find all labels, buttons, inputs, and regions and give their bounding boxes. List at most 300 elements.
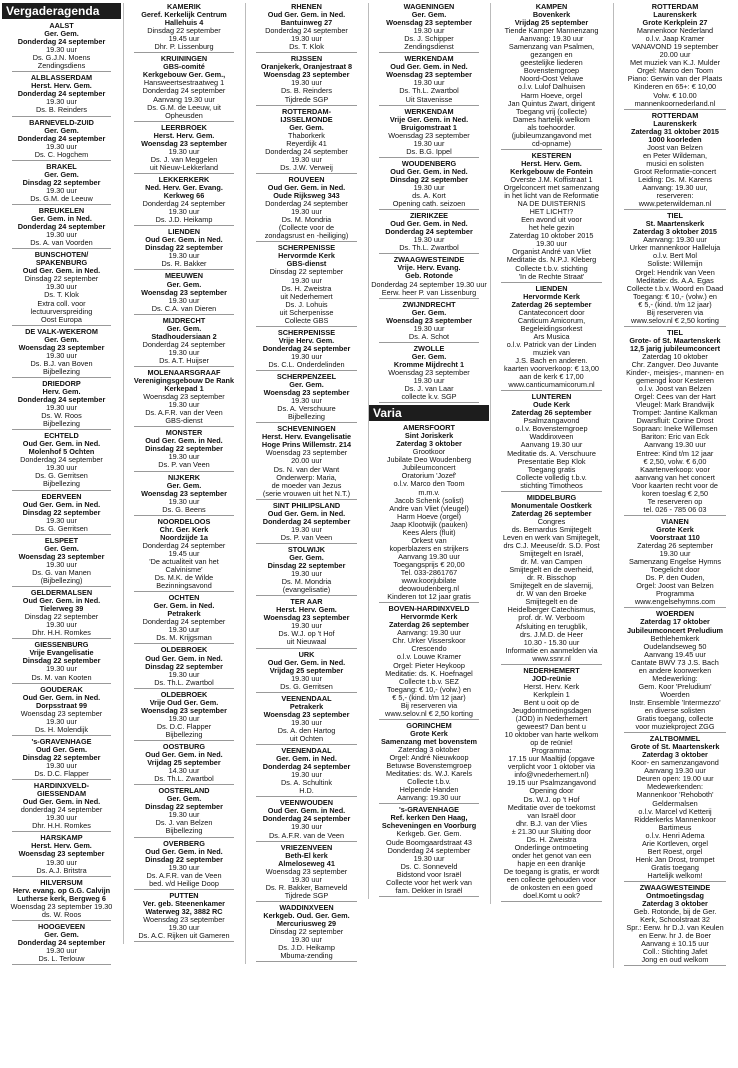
listing-rotterdam bbox=[614, 3, 736, 110]
listing-detail-line: VANAVOND 19 september bbox=[631, 43, 719, 52]
listing-detail-line: 19.30 uur bbox=[291, 823, 322, 832]
listing-detail-line: Jong en oud welkom bbox=[641, 956, 709, 965]
listing-place: MONSTER bbox=[165, 429, 203, 438]
listing-detail-line: www.canticumamicorum.nl bbox=[508, 381, 595, 390]
listing-heading-line: Petrakerk bbox=[289, 702, 324, 711]
listing-place: 's-GRAVENHAGE bbox=[31, 737, 92, 746]
listing-detail-line: HET LICHT!? bbox=[529, 208, 574, 217]
listing-detail-line: en Peter Wildeman, bbox=[642, 151, 708, 160]
listing-heading-line: Dinsdag 22 september bbox=[22, 657, 101, 666]
listing-detail-line: Ds. W.J. op 't Hof bbox=[278, 630, 335, 639]
listing-detail-line: Ds. J.D. Heikamp bbox=[278, 944, 335, 953]
listing-detail-line: Grootkoor bbox=[412, 448, 446, 457]
listing-detail-line: Woensdag 23 september bbox=[143, 393, 225, 402]
listing-divider bbox=[134, 121, 234, 122]
listing-detail-line: o.l.v. Lulof Dalhuisen bbox=[517, 83, 586, 92]
listing-oldebroek bbox=[124, 691, 244, 741]
listing-detail-line: de moeder van Jezus bbox=[271, 481, 342, 490]
listing-heading-line: Kerkweg 66 bbox=[163, 192, 205, 201]
listing-detail-line: 19.30 uur bbox=[659, 550, 691, 559]
listing-detail-line: uit Ochten bbox=[289, 734, 324, 743]
listing-detail-line: Jeugdontmoetingsdagen bbox=[511, 706, 592, 715]
listing-detail-line: zondagsrust en -heiliging) bbox=[264, 232, 349, 241]
listing-kesteren bbox=[491, 152, 612, 283]
listing-detail-line: Ds. D.C. Flapper bbox=[156, 722, 212, 731]
listing-place: OLDEBROEK bbox=[160, 690, 208, 699]
column-4 bbox=[368, 3, 489, 899]
listing-detail-line: 19.30 uur bbox=[168, 252, 200, 261]
listing-heading-line: Zaterdag 3 oktober bbox=[642, 751, 708, 760]
listing-lienden bbox=[491, 285, 612, 392]
listing-detail-line: Ds. A. Verschuure bbox=[277, 405, 336, 414]
listing-detail-line: Vleugel: Mark Brandwijk bbox=[635, 401, 715, 410]
listing-divider bbox=[12, 160, 111, 161]
listing-heading-line: Waterweg 32, 3882 RC bbox=[145, 907, 223, 916]
listing-detail-line: bed. v/d Heilige Doop bbox=[149, 879, 219, 888]
listing-detail-line: 19.30 uur bbox=[168, 923, 200, 932]
listing-divider bbox=[624, 732, 726, 733]
listing-detail-line: ds. W. Roos bbox=[41, 910, 82, 919]
listing-divider bbox=[624, 515, 726, 516]
listing-detail-line: Collecte t.b.v. SEZ bbox=[399, 677, 459, 686]
listing-detail-line: Bezinningsavond bbox=[156, 582, 212, 591]
listing-detail-line: 19.30 uur bbox=[46, 46, 77, 55]
listing-detail-line: Dames hartelijk welkom bbox=[512, 115, 591, 124]
listing-giessenburg bbox=[2, 641, 121, 683]
listing-detail-line: Kerkgeb. Ger. Gem. bbox=[396, 830, 462, 839]
listing-detail-line: dr. M. van Campen bbox=[520, 558, 583, 567]
listing-heading-line: Oud Ger. Gem. in Ned. bbox=[267, 509, 346, 518]
section-header-varia: Varia bbox=[369, 405, 489, 421]
listing-detail-line: Aanvang: 19.30 uur, bbox=[642, 184, 708, 193]
listing-place: SCHERPENZEEL bbox=[276, 373, 337, 382]
listing-heading-line: Zaterdag 17 oktober bbox=[640, 618, 710, 627]
listing-heading-line: Molenhof 5 Ochten bbox=[28, 448, 95, 457]
listing-place: HOOGEVEEN bbox=[37, 922, 86, 931]
listing-heading-line: Dinsdag 22 september bbox=[22, 508, 101, 517]
listing-detail-line: Voor kaarten recht voor de bbox=[632, 481, 718, 490]
listing-detail-line: De toegang is gratis, er wordt bbox=[503, 867, 600, 876]
listing-detail-line: Woensdag 23 september bbox=[265, 449, 348, 458]
listing-heading-line: St. Maartenskerk bbox=[645, 220, 705, 229]
listing-detail-line: 19.30 uur bbox=[291, 936, 322, 945]
listing-detail-line: Calvinisme' bbox=[165, 566, 203, 575]
listing-heading-line: Ger. Gem. bbox=[289, 123, 324, 132]
listing-detail-line: Cantateconcert door bbox=[518, 308, 585, 317]
listing-detail-line: Kinderen tot 12 jaar gratis bbox=[387, 593, 471, 602]
listing-heading-line: 1000 koorleden bbox=[648, 135, 702, 144]
listing-heading-line: Herst. Herv. Gem. bbox=[153, 131, 215, 140]
listing-heading-line: Ger. Gem. bbox=[289, 554, 324, 562]
listing-detail-line: Donderdag 24 september bbox=[265, 27, 348, 36]
listing-heading-line: Grote of St. Maartenskerk bbox=[630, 743, 720, 752]
listing-heading-line: Herst. Herv. Gem. bbox=[276, 606, 337, 615]
listing-vianen bbox=[614, 518, 736, 609]
listing-divider bbox=[134, 314, 234, 315]
listing-detail-line: 19.30 uur bbox=[291, 570, 322, 579]
listing-divider bbox=[256, 422, 357, 423]
listing-divider bbox=[256, 901, 357, 902]
listing-detail-line: Woensdag 23 september bbox=[265, 867, 348, 876]
listing-heading-line: Grote Kerk bbox=[656, 525, 694, 534]
listing-detail-line: Ds. A. den Hartog bbox=[277, 726, 336, 735]
listing-detail-line: www.selov.nl € 2,50 korting bbox=[385, 709, 473, 718]
listing-molenaarsgraaf bbox=[124, 369, 244, 427]
listing-detail-line: 19.30 uur bbox=[46, 717, 77, 726]
listing-place: MIDDELBURG bbox=[526, 493, 577, 502]
listing-divider bbox=[134, 366, 234, 367]
listing-place: LIENDEN bbox=[167, 228, 201, 237]
listing-detail-line: Heidelberger Catechismus, bbox=[507, 606, 596, 615]
listing-heading-line: Oranjekerk, Oranjestraat 8 bbox=[260, 63, 353, 72]
listing-detail-line: Mbuma-zending bbox=[280, 952, 333, 961]
listing-detail-line: Ds. N. van der Want bbox=[273, 465, 340, 474]
listing-heading-line: Zaterdag 26 september bbox=[511, 409, 592, 418]
listing-detail-line: Meditatie: ds. A.A. Egas bbox=[636, 276, 714, 285]
listing-divider bbox=[379, 342, 479, 343]
listing-heading-line: Donderdag 24 september bbox=[17, 938, 106, 947]
listing-nederhemert bbox=[491, 667, 612, 902]
listing-place: AMERSFOORT bbox=[403, 424, 455, 433]
listing-detail-line: dhr. B.J. van der Vlies bbox=[516, 819, 587, 828]
listing-detail-line: tel. 026 - 785 06 03 bbox=[643, 505, 707, 514]
listing-heading-line: Tielerweg 39 bbox=[39, 605, 84, 614]
listing-heading-line: Ger. Gem. bbox=[44, 30, 79, 39]
listing-heading-line: Vrijdag 25 september bbox=[269, 666, 344, 675]
listing-detail-line: uit Nederhemert bbox=[280, 292, 333, 301]
listing-place: ZIERIKZEE bbox=[409, 212, 449, 221]
listing-lienden bbox=[124, 228, 244, 270]
listing-detail-line: Ds. A. Schot bbox=[408, 332, 450, 341]
listing-detail-line: Ds. H. Molendijk bbox=[34, 725, 89, 734]
listing-detail-line: 19.30 uur bbox=[291, 79, 322, 88]
listing-detail-line: Woensdag 23 september 19.30 bbox=[10, 902, 113, 911]
listing-heading-line: Geb. Rotonde bbox=[405, 272, 453, 281]
listing-lunteren bbox=[491, 393, 612, 492]
listing-detail-line: 10.30 - 15.30 uur bbox=[523, 638, 580, 647]
listing-heading-line: Ger. Gem. in Ned. bbox=[31, 215, 92, 224]
listing-detail-line: 19.30 uur bbox=[168, 714, 200, 723]
listing-stolwijk bbox=[246, 546, 367, 596]
listing-oostburg bbox=[124, 743, 244, 785]
listing-detail-line: Coll.: Stichting Jafet bbox=[642, 948, 708, 957]
listing-detail-line: Kees Alers (fluit) bbox=[402, 528, 456, 537]
listing-detail-line: 'In de Rechte Straat' bbox=[518, 272, 585, 281]
listing-breukelen bbox=[2, 207, 121, 249]
listing-heading-line: Bantuinweg 27 bbox=[280, 19, 333, 28]
listing-detail-line: uit Nieuwaal bbox=[286, 638, 327, 647]
listing-detail-line: gezangen en bbox=[530, 51, 573, 60]
listing-heading-line: Stadhoudersiaan 2 bbox=[151, 332, 217, 341]
listing-heading-line: Oud Ger. Gem. in Ned. bbox=[267, 183, 346, 192]
listing-heading-line: Oud Ger. Gem. in Ned. bbox=[267, 658, 346, 667]
listing-place: ROTTERDAM- bbox=[281, 107, 332, 116]
listing-divider bbox=[256, 326, 357, 327]
listing-de-valk-wekerom bbox=[2, 328, 121, 378]
listing-place: MOLENAARSGRAAF bbox=[147, 368, 221, 377]
listing-detail-line: Bent u ooit op de bbox=[523, 698, 580, 707]
listing-detail-line: 19.30 uur bbox=[168, 147, 200, 156]
listing-detail-line: Ds. G. Gerritsen bbox=[280, 682, 333, 691]
listing-ederveen bbox=[2, 493, 121, 535]
listing-detail-line: en diverse solisten bbox=[644, 706, 706, 715]
listing-heading-line: Ger. Gem. bbox=[44, 126, 79, 135]
listing-heading-line: Dinsdag 22 september bbox=[145, 662, 223, 671]
listing-detail-line: 19.30 uur bbox=[168, 208, 200, 217]
listing-detail-line: Bijbellezing bbox=[43, 420, 80, 429]
listing-detail-line: Andre van Vliet (vleugel) bbox=[389, 504, 469, 513]
listing-detail-line: Jubileumconcert bbox=[402, 464, 456, 473]
listing-heading-line: Dinsdag 22 september bbox=[22, 753, 101, 762]
listing-detail-line: Sopraan: Ineke Willemsen bbox=[632, 425, 718, 434]
listing-divider bbox=[624, 965, 726, 966]
listing-heading-line: Herst. Herv. Gem. bbox=[31, 842, 92, 851]
listing-detail-line: 19.30 uur bbox=[168, 401, 200, 410]
listing-detail-line: kaarten voorverkoop: € 13,00 bbox=[504, 365, 599, 374]
listing-divider bbox=[256, 961, 357, 962]
listing-detail-line: Medewerking: bbox=[652, 674, 698, 683]
listing-divider bbox=[379, 602, 479, 603]
listing-detail-line: Aanvang: 19.30 uur bbox=[397, 629, 461, 638]
listing-detail-line: Donderdag 24 september bbox=[142, 541, 226, 550]
listing-divider bbox=[501, 149, 602, 150]
listing-detail-line: en andere koorwerken bbox=[638, 666, 712, 675]
listing-scherpenisse bbox=[246, 244, 367, 326]
listing-detail-line: Ars Musica bbox=[533, 332, 570, 341]
listing-detail-line: H.D. bbox=[299, 787, 314, 796]
listing-place: OVERBERG bbox=[163, 839, 205, 848]
listing-detail-line: Zaterdag 10 oktober bbox=[642, 352, 708, 361]
listing-heading-line: Ger. Gem. bbox=[289, 381, 324, 390]
listing-place: GIESSENBURG bbox=[34, 641, 89, 650]
listing-detail-line: Gratis toegang bbox=[651, 863, 699, 872]
listing-heading-line: GBS-dienst bbox=[286, 260, 327, 269]
listing-divider bbox=[134, 889, 234, 890]
listing-detail-line: Bovenstemgroep bbox=[523, 67, 580, 76]
listing-detail-line: 19.30 uur bbox=[291, 397, 322, 406]
listing-detail-line: Ds. C. Hogchem bbox=[34, 150, 89, 159]
listing-detail-line: Ds. J. van Belzen bbox=[155, 819, 213, 828]
listing-detail-line: musici en solisten bbox=[646, 159, 704, 168]
listing-place: STOLWIJK bbox=[287, 545, 326, 554]
listing-detail-line: Collecte t.b.v. bbox=[407, 778, 451, 787]
listing-kampen bbox=[491, 3, 612, 150]
listing-detail-line: Arie Kortleven, orgel bbox=[641, 839, 709, 848]
listing-detail-line: Dhr. H.H. Romkes bbox=[32, 629, 91, 638]
listing-detail-line: Ds. G. Gerritsen bbox=[35, 524, 88, 533]
listing-divider bbox=[12, 204, 111, 205]
listing-detail-line: 19.30 uur bbox=[46, 464, 77, 473]
listing-detail-line: Extra coll. voor bbox=[37, 299, 86, 308]
listing-place: AALST bbox=[49, 22, 74, 30]
listing-detail-line: 19.30 uur bbox=[413, 377, 445, 386]
listing-divider bbox=[134, 941, 234, 942]
column-2 bbox=[123, 3, 244, 944]
listing-detail-line: ± 21.30 uur Sluiting door bbox=[511, 827, 592, 836]
listing-detail-line: Ds. J. van Laar bbox=[404, 385, 454, 394]
listing-place: LIENDEN bbox=[535, 284, 568, 293]
listing-place: MEEUWEN bbox=[164, 272, 204, 281]
listing-place: RHENEN bbox=[291, 3, 322, 11]
listing-heading-line: Woensdag 23 september bbox=[141, 706, 227, 715]
listing-leerbroek bbox=[124, 124, 244, 174]
listing-scherpenzeel bbox=[246, 373, 367, 423]
listing-rotterdam bbox=[614, 112, 736, 211]
listing-heading-line: Voorstraat 110 bbox=[650, 534, 700, 542]
listing-detail-line: Bidstond voor Israël bbox=[396, 870, 462, 879]
listing-detail-line: Collecte t.b.v. stichting bbox=[515, 264, 588, 273]
listing-place: SCHERPENISSE bbox=[277, 244, 336, 253]
listing-heading-line: Hervormde Kerk bbox=[400, 613, 458, 622]
listing-divider bbox=[256, 595, 357, 596]
listing-zwijndrecht bbox=[369, 301, 489, 343]
listing-heading-line: Oud Ger. Gem. in Ned. bbox=[390, 167, 468, 176]
listing-detail-line: 19.45 uur bbox=[168, 549, 200, 558]
listing-place: ROUVEEN bbox=[288, 175, 325, 184]
listing-place: MIJDRECHT bbox=[162, 316, 206, 325]
listing-detail-line: reserveren: bbox=[656, 192, 694, 201]
listing-heading-line: Ger. Gem. bbox=[166, 324, 202, 333]
listing-detail-line: Smijtegelt en de bbox=[525, 598, 578, 607]
listing-detail-line: hapje en een drankje bbox=[517, 859, 586, 868]
listing-heading-line: Jubileumconcert Preludium bbox=[626, 626, 724, 635]
listing-detail-line: Harm Hoeve (orgel) bbox=[396, 512, 462, 521]
listing-place: LEERBROEK bbox=[161, 123, 207, 132]
listing-place: BARNEVELD-ZUID bbox=[29, 118, 94, 127]
listing-divider bbox=[134, 471, 234, 472]
listing-divider bbox=[379, 402, 479, 403]
listing-heading-line: Beth-El kerk bbox=[285, 851, 328, 860]
listing-detail-line: 19.45 uur bbox=[168, 35, 200, 44]
listing-detail-line: 19.30 uur bbox=[413, 139, 445, 148]
listing-detail-line: Ds. R. Bakker, Barneveld bbox=[265, 883, 348, 892]
listing-heading-line: Herst. Herv. Gem. bbox=[521, 159, 582, 168]
listing-divider bbox=[12, 490, 111, 491]
listing-werkendam bbox=[369, 108, 489, 158]
listing-divider bbox=[501, 491, 602, 492]
listing-detail-line: Met muziek van K.J. Mulder bbox=[629, 59, 721, 68]
listing-place: VEENENDAAL bbox=[281, 694, 332, 703]
listing-detail-line: Woerden bbox=[660, 690, 690, 699]
listing-detail-line: Collecte GBS bbox=[284, 316, 329, 325]
listing-detail-line: Opheusden bbox=[165, 111, 203, 120]
listing-heading-line: Vrijdag 25 september bbox=[147, 759, 221, 768]
listing-heading-line: Zaterdag 26 september bbox=[511, 300, 592, 309]
listing-detail-line: Ds. A.F.R. van der Veen bbox=[145, 409, 223, 418]
listing-divider bbox=[12, 377, 111, 378]
listing-detail-line: Ds. A.T. Huijser bbox=[159, 356, 209, 365]
listing-heading-line: Donderdag 24 september bbox=[17, 396, 106, 405]
listing-detail-line: o.l.v. Bovenstemgroep bbox=[515, 425, 588, 434]
listing-detail-line: Hansweertsestraatweg 1 bbox=[143, 79, 225, 88]
listing-hardinxveld bbox=[2, 782, 121, 832]
listing-detail-line: Trompet: Jantine Kalkman bbox=[632, 409, 718, 418]
listing-heading-line: Ger. Gem. bbox=[166, 481, 202, 490]
listing-heading-line: Herv. Gem. bbox=[42, 387, 81, 396]
listing-detail-line: 19.30 uur bbox=[413, 79, 445, 88]
listing-detail-line: Toegangsprijs € 20,00 bbox=[393, 560, 465, 569]
listing-detail-line: Chr. Urker Visserskoor bbox=[392, 637, 466, 646]
listing-detail-line: 19.30 uur bbox=[46, 142, 77, 151]
listing-divider bbox=[12, 71, 111, 72]
listing-heading-line: Vrije Herv. Gem. bbox=[278, 336, 335, 345]
listing-detail-line: Donderdag 24 september bbox=[265, 147, 348, 156]
listing-heading-line: Ger. Gem. bbox=[44, 930, 79, 939]
listing-detail-line: Ds. J. van Meggelen bbox=[150, 155, 218, 164]
listing-divider bbox=[134, 269, 234, 270]
listing-veenendaal bbox=[246, 747, 367, 797]
listing-detail-line: aan de kerk € 17,00 bbox=[519, 373, 584, 382]
listing-aalst bbox=[2, 22, 121, 72]
listing-detail-line: Aanvang 19.30 uur bbox=[520, 441, 583, 450]
listing-detail-line: Donderdag 24 september bbox=[387, 846, 471, 855]
listing-place: ZWOLLE bbox=[413, 344, 445, 353]
listing-werkendam bbox=[369, 55, 489, 105]
listing-divider bbox=[12, 116, 111, 117]
listing-detail-line: Dhr. P. Lissenburg bbox=[154, 43, 214, 52]
listing-divider bbox=[379, 896, 479, 897]
listing-detail-line: Mannenkoor Nederland bbox=[636, 27, 714, 36]
listing-place: PUTTEN bbox=[169, 891, 199, 900]
listing-heading-line: Woensdag 23 september bbox=[18, 343, 105, 352]
listing-detail-line: Koor- en samenzangavond bbox=[631, 759, 719, 768]
listing-detail-line: info@vnederhemert.nl) bbox=[514, 771, 589, 780]
listing-place: WOERDEN bbox=[655, 610, 695, 619]
listing-heading-line: Donderdag 24 september bbox=[262, 815, 351, 824]
listing-vriezenveen bbox=[246, 844, 367, 902]
listing-detail-line: Leiding: Ds. M. Karens bbox=[638, 175, 712, 184]
listing-detail-line: Herst. Herv. Kerk bbox=[523, 682, 580, 691]
listing-place: DRIEDORP bbox=[42, 379, 81, 388]
listing-detail-line: Donderdag 24 september bbox=[20, 456, 103, 465]
listing-s-gravenhage bbox=[369, 806, 489, 897]
listing-detail-line: Ds. M. Mondria bbox=[281, 216, 332, 225]
listing-zwaagwesteinde bbox=[614, 884, 736, 966]
listing-divider bbox=[379, 803, 479, 804]
listing-detail-line: uit Nieuw-Lekkerland bbox=[149, 163, 219, 172]
listing-detail-line: Ds. H. Zweistra bbox=[281, 284, 332, 293]
listing-detail-line: Chr. Zangver. Deo Juvante bbox=[631, 361, 719, 370]
listing-detail-line: 19.30 uur bbox=[291, 155, 322, 164]
listing-divider bbox=[501, 282, 602, 283]
listing-detail-line: Woensdag 23 september bbox=[388, 368, 470, 377]
listing-heading-line: Oud Ger. Gem. in Ned. bbox=[22, 597, 101, 606]
listing-detail-line: o.l.v. Marco den Toom bbox=[393, 480, 465, 489]
listing-detail-line: 19.30 uur bbox=[46, 516, 77, 525]
listing-heading-line: Oud Ger. Gem. in Ned. bbox=[145, 236, 223, 245]
listing-detail-line: Oudelandseweg 50 bbox=[643, 642, 707, 651]
listing-scherpenisse bbox=[246, 329, 367, 371]
listing-heading-line: Woensdag 23 september bbox=[141, 288, 227, 297]
listing-place: VEENWOUDEN bbox=[279, 799, 334, 808]
listing-heading-line: Dorpsstraat 99 bbox=[35, 701, 88, 710]
listing-place: KAMERIK bbox=[166, 3, 202, 11]
listing-detail-line: Ds. Th.L. Zwartbol bbox=[399, 87, 459, 96]
listing-heading-line: Oud Ger. Gem. in Ned. bbox=[267, 11, 346, 20]
section-header-vergaderagenda: Vergaderagenda bbox=[2, 3, 121, 19]
listing-detail-line: Programma bbox=[655, 590, 695, 599]
listing-detail-line: 19.30 uur bbox=[168, 348, 200, 357]
listing-detail-line: Ds. M. Krijgsman bbox=[156, 634, 212, 643]
listing-detail-line: Een avond uit voor bbox=[521, 216, 582, 225]
listing-heading-line: Dinsdag 22 september bbox=[145, 445, 223, 454]
listing-detail-line: Geldermalsen bbox=[652, 799, 698, 808]
listing-detail-line: Entree: Kind t/m 12 jaar bbox=[636, 449, 714, 458]
listing-heading-line: Bruigomstraat 1 bbox=[401, 123, 457, 132]
listing-detail-line: Aanvang 19.30 uur bbox=[153, 95, 215, 104]
listing-divider bbox=[12, 325, 111, 326]
listing-detail-line: o.l.v. Patrick van der Linden bbox=[506, 340, 597, 349]
